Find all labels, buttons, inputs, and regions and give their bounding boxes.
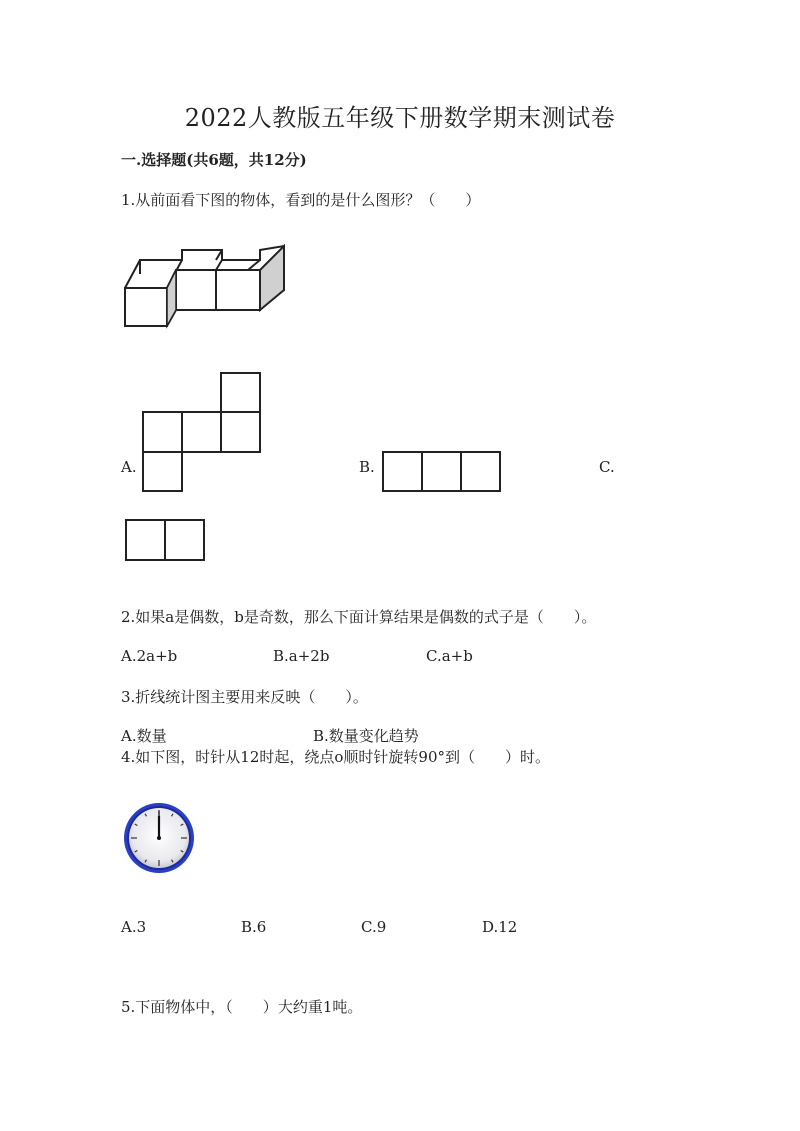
page-title: 2022人教版五年级下册数学期末测试卷 (184, 104, 616, 132)
question-5-text: 5.下面物体中，（ ）大约重1吨。 (121, 998, 363, 1016)
q4-option-a: A.3 (121, 918, 147, 936)
q3-option-b: B.数量变化趋势 (313, 727, 419, 745)
q3-option-a: A.数量 (121, 727, 167, 745)
q1-option-a-figure (140, 370, 265, 495)
question-3-text: 3.折线统计图主要用来反映（ ）。 (121, 688, 368, 706)
q4-option-c: C.9 (361, 918, 387, 936)
q1-option-b-figure (381, 450, 503, 494)
q1-option-a-label: A. (121, 458, 137, 476)
question-1-text: 1.从前面看下图的物体，看到的是什么图形？（ ） (121, 191, 481, 209)
q1-option-c-label: C. (599, 458, 615, 476)
q1-option-b-label: B. (359, 458, 375, 476)
q4-option-b: B.6 (241, 918, 267, 936)
q2-option-b: B.a+2b (273, 647, 330, 665)
q4-option-d: D.12 (482, 918, 518, 936)
cube-figure (120, 240, 290, 330)
question-4-text: 4.如下图，时针从12时起，绕点o顺时针旋转90°到（ ）时。 (121, 748, 551, 766)
q1-option-c-figure (124, 518, 208, 564)
q2-option-a: A.2a+b (121, 647, 178, 665)
section-heading: 一.选择题(共6题，共12分) (121, 151, 307, 169)
q2-option-c: C.a+b (426, 647, 473, 665)
question-2-text: 2.如果a是偶数，b是奇数，那么下面计算结果是偶数的式子是（ ）。 (121, 608, 597, 626)
clock-figure (122, 801, 196, 875)
